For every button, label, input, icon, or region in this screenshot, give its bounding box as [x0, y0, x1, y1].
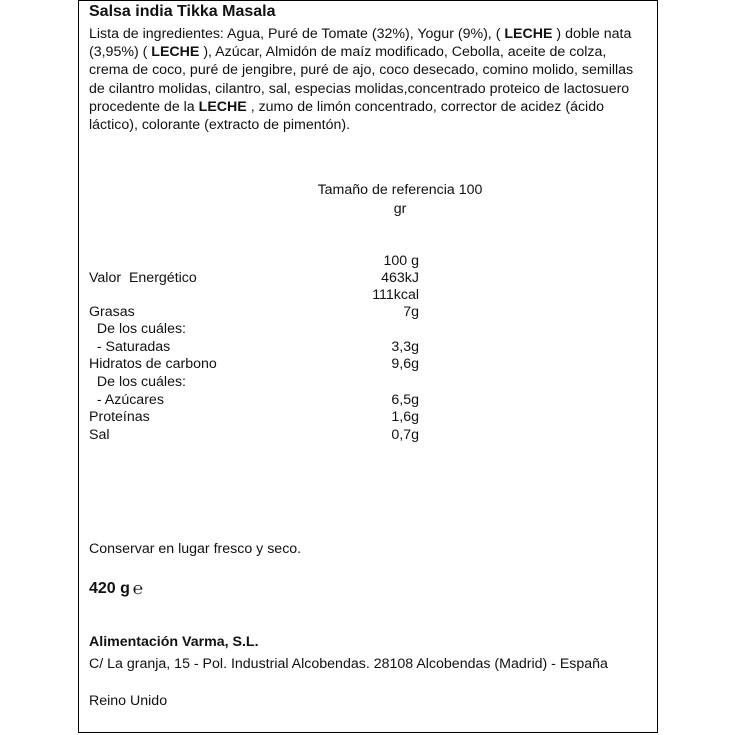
nutrition-label: Hidratos de carbono	[89, 356, 217, 372]
nutrition-row	[89, 320, 429, 338]
nutrition-value: 111kcal	[372, 287, 419, 303]
nutrition-row	[89, 426, 429, 444]
reference-size	[300, 181, 500, 219]
nutrition-label: - Saturadas	[89, 339, 171, 355]
nutrition-label: Valor Energético	[89, 270, 197, 286]
ingredients-list	[89, 25, 649, 134]
nutrition-label: Grasas	[89, 304, 135, 320]
ingredients-segment: , zumo de limón concentrado, corrector de acidez (ácido láctico), colorante (extracto de pimentón).	[89, 98, 604, 134]
company-name: Alimentación Varma, S.L.	[89, 634, 259, 650]
nutrition-label: Sal	[89, 427, 110, 443]
product-title: Salsa india Tikka Masala	[89, 3, 276, 20]
nutrition-value: 6,5g	[391, 392, 419, 408]
nutrition-value: 7g	[403, 304, 419, 320]
reference-size-line: Tamaño de referencia 100	[317, 182, 483, 198]
country-of-origin: Reino Unido	[89, 693, 168, 709]
nutrition-value: 463kJ	[381, 270, 419, 286]
nutrition-row	[89, 303, 429, 321]
nutrition-row	[89, 338, 429, 356]
nutrition-row	[89, 286, 429, 304]
nutrition-value: 9,6g	[391, 356, 419, 372]
reference-size-unit: gr	[393, 201, 407, 217]
nutrition-row	[89, 373, 429, 391]
estimated-sign-icon: ℮	[132, 579, 144, 598]
nutrition-value: 3,3g	[391, 339, 419, 355]
ingredients-segment: ) doble nata (3,95%) (	[89, 26, 632, 61]
allergen-milk: LECHE	[198, 98, 247, 115]
nutrition-row	[89, 355, 429, 373]
nutrition-header-value: 100 g	[383, 253, 419, 269]
ingredients-segment: ), Azúcar, Almidón de maíz modificado, Cebolla, aceite de colza, crema de coco, puré de jengibre, puré de ajo, coco desecado, comino molido, semillas de cilantro molidas, cilantro, sal, especias molidas,concentrado proteico de lactosuero procedente de la	[89, 44, 634, 115]
nutrition-value: 1,6g	[391, 409, 419, 425]
allergen-milk: LECHE	[151, 44, 200, 61]
nutrition-row	[89, 391, 429, 409]
nutrition-value: 0,7g	[391, 427, 419, 443]
ingredients-segment: Lista de ingredientes: Agua, Puré de Tomate (32%), Yogur (9%), (	[89, 26, 505, 42]
nutrition-label: - Azúcares	[89, 392, 164, 408]
storage-instructions: Conservar en lugar fresco y seco.	[89, 541, 302, 557]
company-address: C/ La granja, 15 - Pol. Industrial Alcobendas. 28108 Alcobendas (Madrid) - España	[89, 656, 608, 672]
net-weight-value: 420 g	[89, 580, 130, 597]
nutrition-label: De los cuáles:	[89, 321, 186, 337]
nutrition-row	[89, 269, 429, 287]
nutrition-row	[89, 408, 429, 426]
nutrition-column-header	[89, 252, 429, 270]
nutrition-label: De los cuáles:	[89, 374, 186, 390]
nutrition-label: Proteínas	[89, 409, 150, 425]
net-weight	[89, 580, 143, 598]
allergen-milk: LECHE	[504, 26, 553, 42]
